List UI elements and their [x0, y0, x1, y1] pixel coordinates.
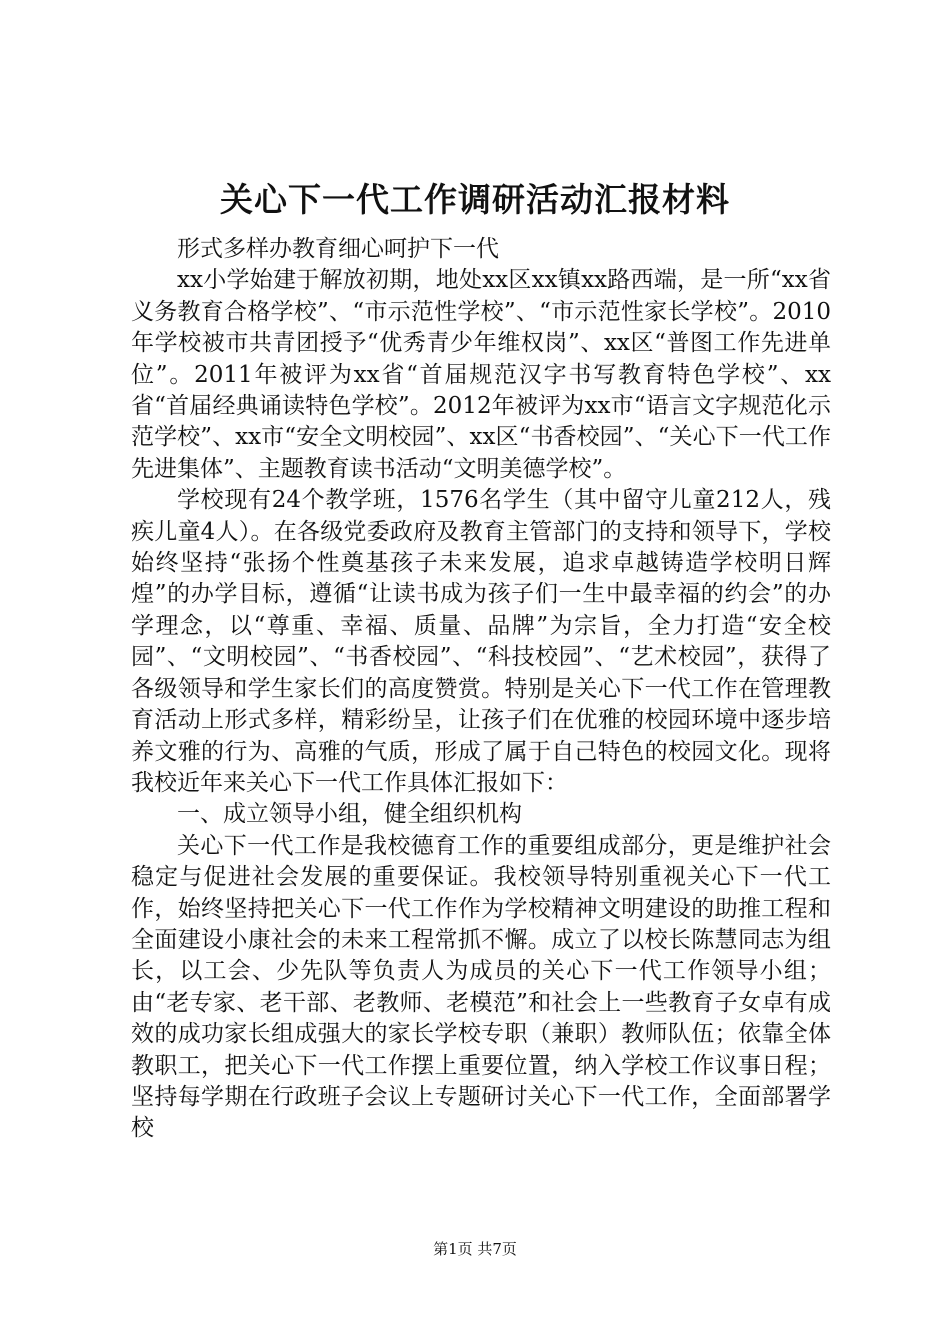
section-heading: 一、成立领导小组，健全组织机构: [177, 801, 522, 828]
body-paragraph: 学校现有24个教学班，1576名学生（其中留守儿童212人，残疾儿童4人）。在各级党委政府及教育主管部门的支持和领导下，学校始终坚持“张扬个性奠基孩子未来发展，追求卓越铸造学校明日辉煌”的办学目标，遵循“让读书成为孩子们一生中最幸福的约会”的办学理念，以“尊重、幸福、质量、品牌”为宗旨，全力打造“安全校园”、“文明校园”、“书香校园”、“科技校园”、“艺术校园”，获得了各级领导和学生家长们的高度赞赏。特别是关心下一代工作在管理教育活动上形式多样，精彩纷呈，让孩子们在优雅的校园环境中逐步培养文雅的行为、高雅的气质，形成了属于自己特色的校园文化。现将我校近年来关心下一代工作具体汇报如下：: [131, 487, 831, 796]
body-paragraph: 关心下一代工作是我校德育工作的重要组成部分，更是维护社会稳定与促进社会发展的重要保证。我校领导特别重视关心下一代工作，始终坚持把关心下一代工作作为学校精神文明建设的助推工程和全面建设小康社会的未来工程常抓不懈。成立了以校长陈慧同志为组长，以工会、少先队等负责人为成员的关心下一代工作领导小组；由“老专家、老干部、老教师、老模范”和社会上一些教育子女卓有成效的成功家长组成强大的家长学校专职（兼职）教师队伍；依靠全体教职工，把关心下一代工作摆上重要位置，纳入学校工作议事日程；坚持每学期在行政班子会议上专题研讨关心下一代工作，全面部署学校: [131, 832, 831, 1142]
document-body: [131, 234, 831, 1145]
body-paragraph: xx小学始建于解放初期，地处xx区xx镇xx路西端，是一所“xx省义务教育合格学校”、“市示范性学校”、“市示范性家长学校”。2010年学校被市共青团授予“优秀青少年维权岗”、xx区“普图工作先进单位”。2011年被评为xx省“首届规范汉字书写教育特色学校”、xx省“首届经典诵读特色学校”。2012年被评为xx市“语言文字规范化示范学校”、xx市“安全文明校园”、xx区“书香校园”、“关心下一代工作先进集体”、主题教育读书活动“文明美德学校”。: [131, 267, 831, 482]
page-footer: 第1页 共7页: [433, 1240, 517, 1258]
document-title: 关心下一代工作调研活动汇报材料: [220, 180, 730, 219]
subtitle-paragraph: 形式多样办教育细心呵护下一代: [177, 236, 499, 262]
